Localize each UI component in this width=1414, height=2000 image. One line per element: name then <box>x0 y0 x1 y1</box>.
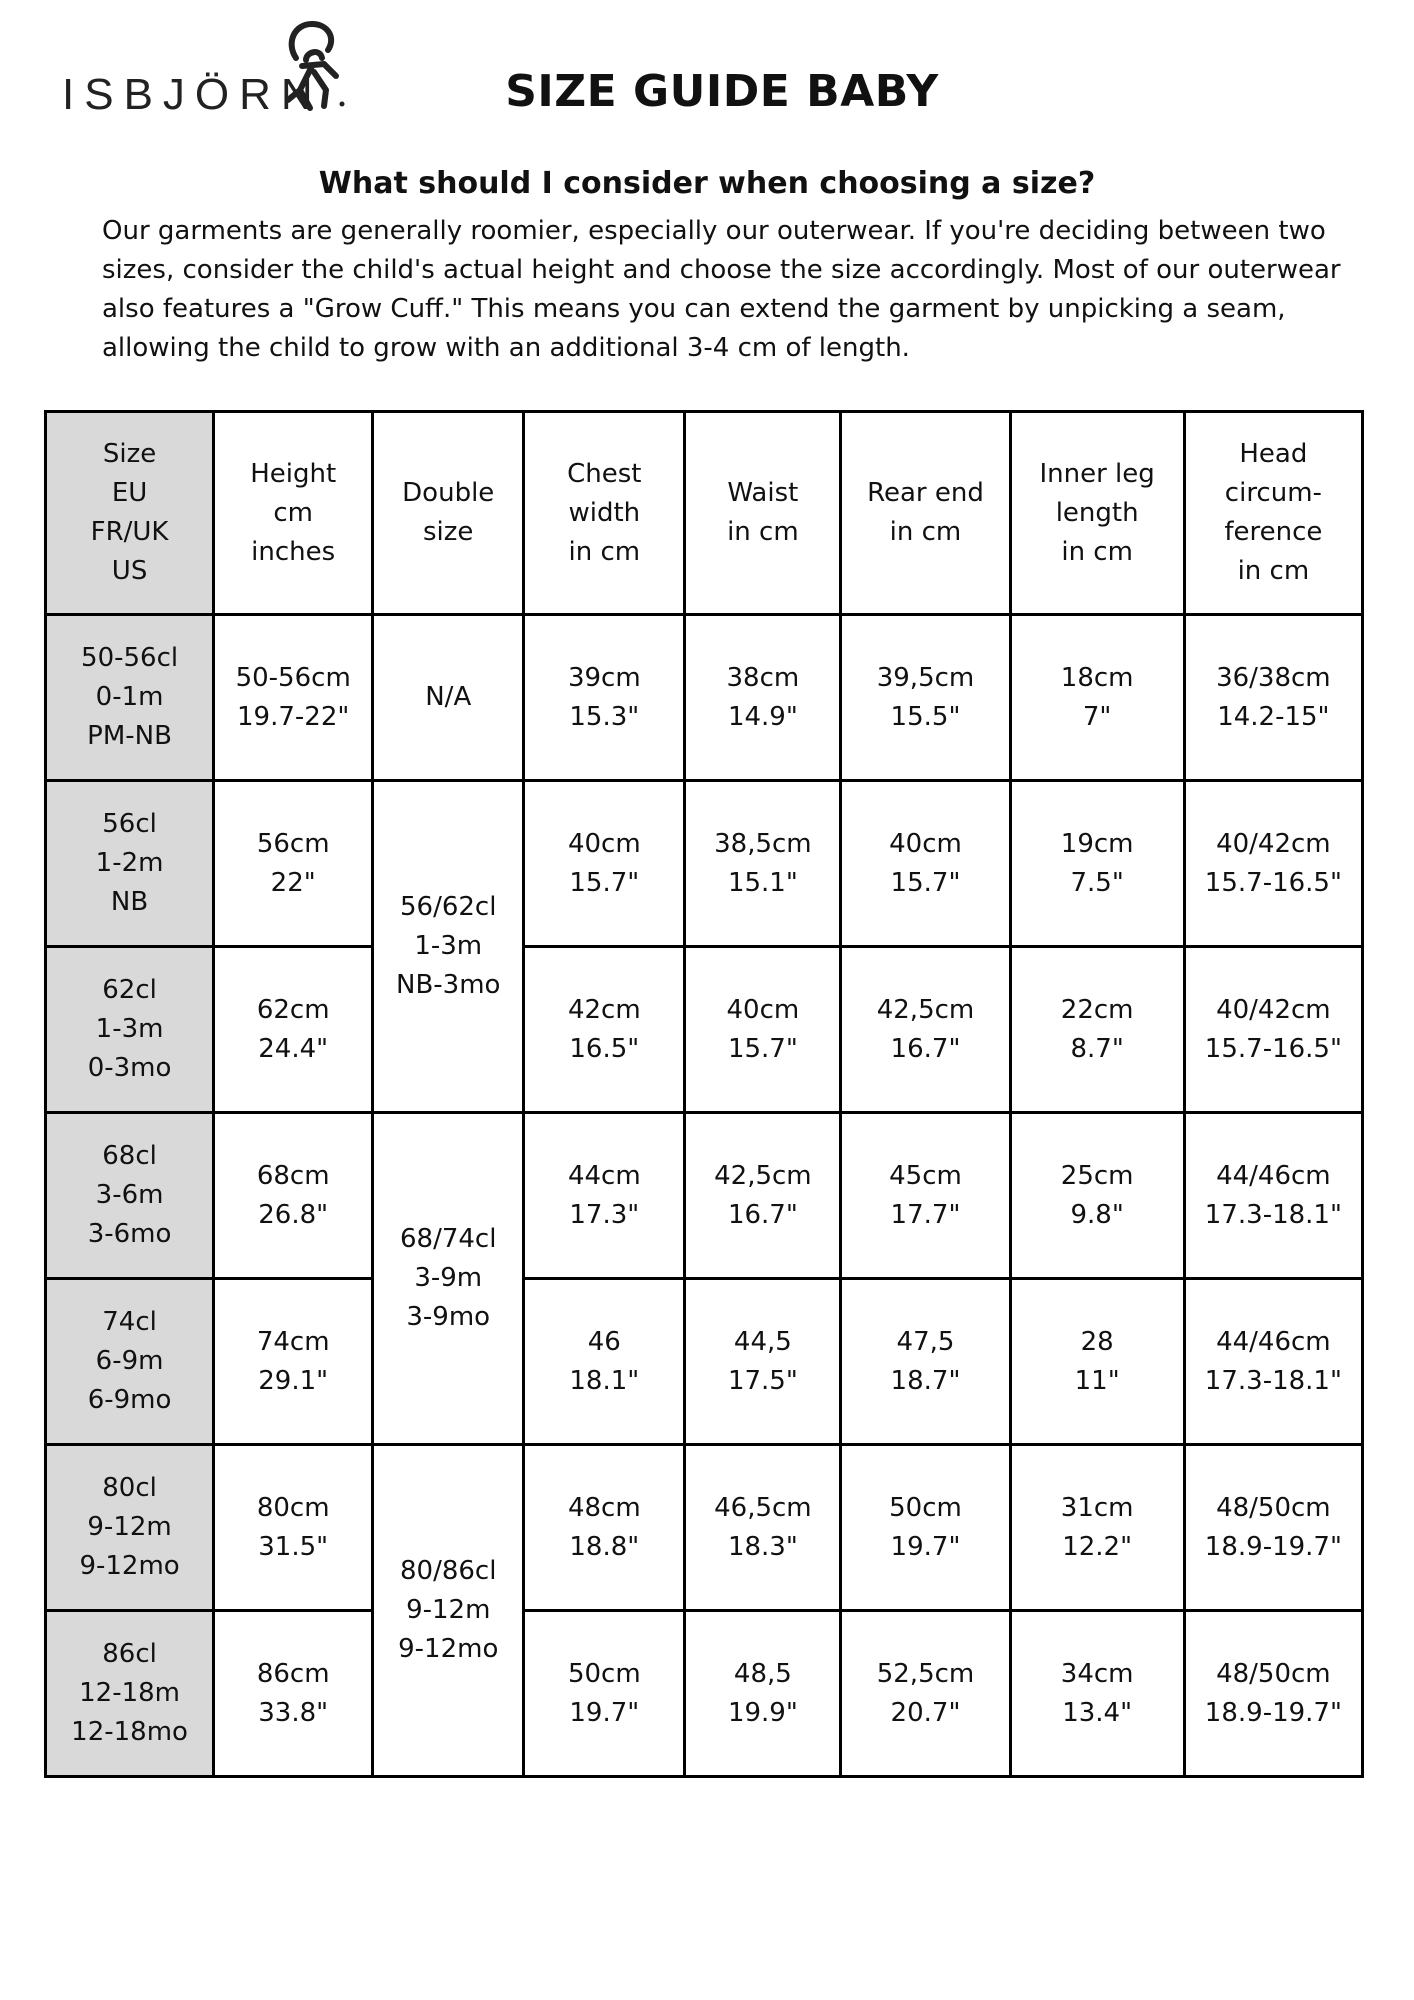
table-row <box>46 1113 1363 1279</box>
waist-cell: 46,5cm 18.3" <box>685 1445 841 1611</box>
head-cell: 44/46cm 17.3-18.1" <box>1184 1279 1362 1445</box>
size-cell: 68cl 3-6m 3-6mo <box>46 1113 214 1279</box>
rear-cell: 50cm 19.7" <box>841 1445 1010 1611</box>
waist-cell: 44,5 17.5" <box>685 1279 841 1445</box>
head-cell: 48/50cm 18.9-19.7" <box>1184 1445 1362 1611</box>
chest-cell: 39cm 15.3" <box>524 615 685 781</box>
height-cell: 80cm 31.5" <box>214 1445 373 1611</box>
header-rear-end: Rear end in cm <box>841 412 1010 615</box>
rear-cell: 47,5 18.7" <box>841 1279 1010 1445</box>
double-size-cell: N/A <box>373 615 524 781</box>
chest-cell: 50cm 19.7" <box>524 1611 685 1777</box>
polar-bear-figure-icon <box>276 18 346 118</box>
height-cell: 62cm 24.4" <box>214 947 373 1113</box>
size-cell: 86cl 12-18m 12-18mo <box>46 1611 214 1777</box>
size-table <box>44 410 1364 1778</box>
inner-leg-cell: 19cm 7.5" <box>1010 781 1184 947</box>
chest-cell: 44cm 17.3" <box>524 1113 685 1279</box>
header-chest-width: Chest width in cm <box>524 412 685 615</box>
waist-cell: 38cm 14.9" <box>685 615 841 781</box>
height-cell: 50-56cm 19.7-22" <box>214 615 373 781</box>
inner-leg-cell: 25cm 9.8" <box>1010 1113 1184 1279</box>
height-cell: 86cm 33.8" <box>214 1611 373 1777</box>
waist-cell: 48,5 19.9" <box>685 1611 841 1777</box>
rear-cell: 45cm 17.7" <box>841 1113 1010 1279</box>
rear-cell: 40cm 15.7" <box>841 781 1010 947</box>
brand-logo <box>62 18 352 118</box>
chest-cell: 42cm 16.5" <box>524 947 685 1113</box>
inner-leg-cell: 18cm 7" <box>1010 615 1184 781</box>
head-cell: 36/38cm 14.2-15" <box>1184 615 1362 781</box>
header-inner-leg: Inner leg length in cm <box>1010 412 1184 615</box>
inner-leg-cell: 28 11" <box>1010 1279 1184 1445</box>
height-cell: 68cm 26.8" <box>214 1113 373 1279</box>
height-cell: 74cm 29.1" <box>214 1279 373 1445</box>
chest-cell: 48cm 18.8" <box>524 1445 685 1611</box>
header-size: Size EU FR/UK US <box>46 412 214 615</box>
chest-cell: 46 18.1" <box>524 1279 685 1445</box>
page-title: SIZE GUIDE BABY <box>505 66 939 117</box>
waist-cell: 40cm 15.7" <box>685 947 841 1113</box>
size-cell: 50-56cl 0-1m PM-NB <box>46 615 214 781</box>
table-row <box>46 615 1363 781</box>
table-header-row <box>46 412 1363 615</box>
header-head-circumference: Head circum- ference in cm <box>1184 412 1362 615</box>
inner-leg-cell: 31cm 12.2" <box>1010 1445 1184 1611</box>
header-double-size: Double size <box>373 412 524 615</box>
table-row <box>46 1279 1363 1445</box>
table-row <box>46 781 1363 947</box>
waist-cell: 42,5cm 16.7" <box>685 1113 841 1279</box>
size-cell: 62cl 1-3m 0-3mo <box>46 947 214 1113</box>
rear-cell: 52,5cm 20.7" <box>841 1611 1010 1777</box>
header-height: Height cm inches <box>214 412 373 615</box>
rear-cell: 39,5cm 15.5" <box>841 615 1010 781</box>
head-cell: 40/42cm 15.7-16.5" <box>1184 947 1362 1113</box>
intro-text: Our garments are generally roomier, especially our outerwear. If you're deciding between two sizes, consider the child's actual height and choose the size accordingly. Most of our outerwear also features a "Grow Cuff." This means you can extend the garment by unpicking a seam, allowing the child to grow with an additional 3-4 cm of length. <box>102 216 1341 363</box>
brand-wordmark: ISBJÖRN <box>62 70 323 119</box>
chest-cell: 40cm 15.7" <box>524 781 685 947</box>
size-cell: 74cl 6-9m 6-9mo <box>46 1279 214 1445</box>
size-cell: 80cl 9-12m 9-12mo <box>46 1445 214 1611</box>
table-row <box>46 947 1363 1113</box>
table-row <box>46 1611 1363 1777</box>
intro-question: What should I consider when choosing a size? <box>318 166 1096 201</box>
table-row <box>46 1445 1363 1611</box>
inner-leg-cell: 22cm 8.7" <box>1010 947 1184 1113</box>
double-size-cell: 68/74cl 3-9m 3-9mo <box>373 1113 524 1445</box>
inner-leg-cell: 34cm 13.4" <box>1010 1611 1184 1777</box>
head-cell: 40/42cm 15.7-16.5" <box>1184 781 1362 947</box>
double-size-cell: 80/86cl 9-12m 9-12mo <box>373 1445 524 1777</box>
head-cell: 44/46cm 17.3-18.1" <box>1184 1113 1362 1279</box>
rear-cell: 42,5cm 16.7" <box>841 947 1010 1113</box>
head-cell: 48/50cm 18.9-19.7" <box>1184 1611 1362 1777</box>
waist-cell: 38,5cm 15.1" <box>685 781 841 947</box>
height-cell: 56cm 22" <box>214 781 373 947</box>
header-waist: Waist in cm <box>685 412 841 615</box>
double-size-cell: 56/62cl 1-3m NB-3mo <box>373 781 524 1113</box>
size-cell: 56cl 1-2m NB <box>46 781 214 947</box>
